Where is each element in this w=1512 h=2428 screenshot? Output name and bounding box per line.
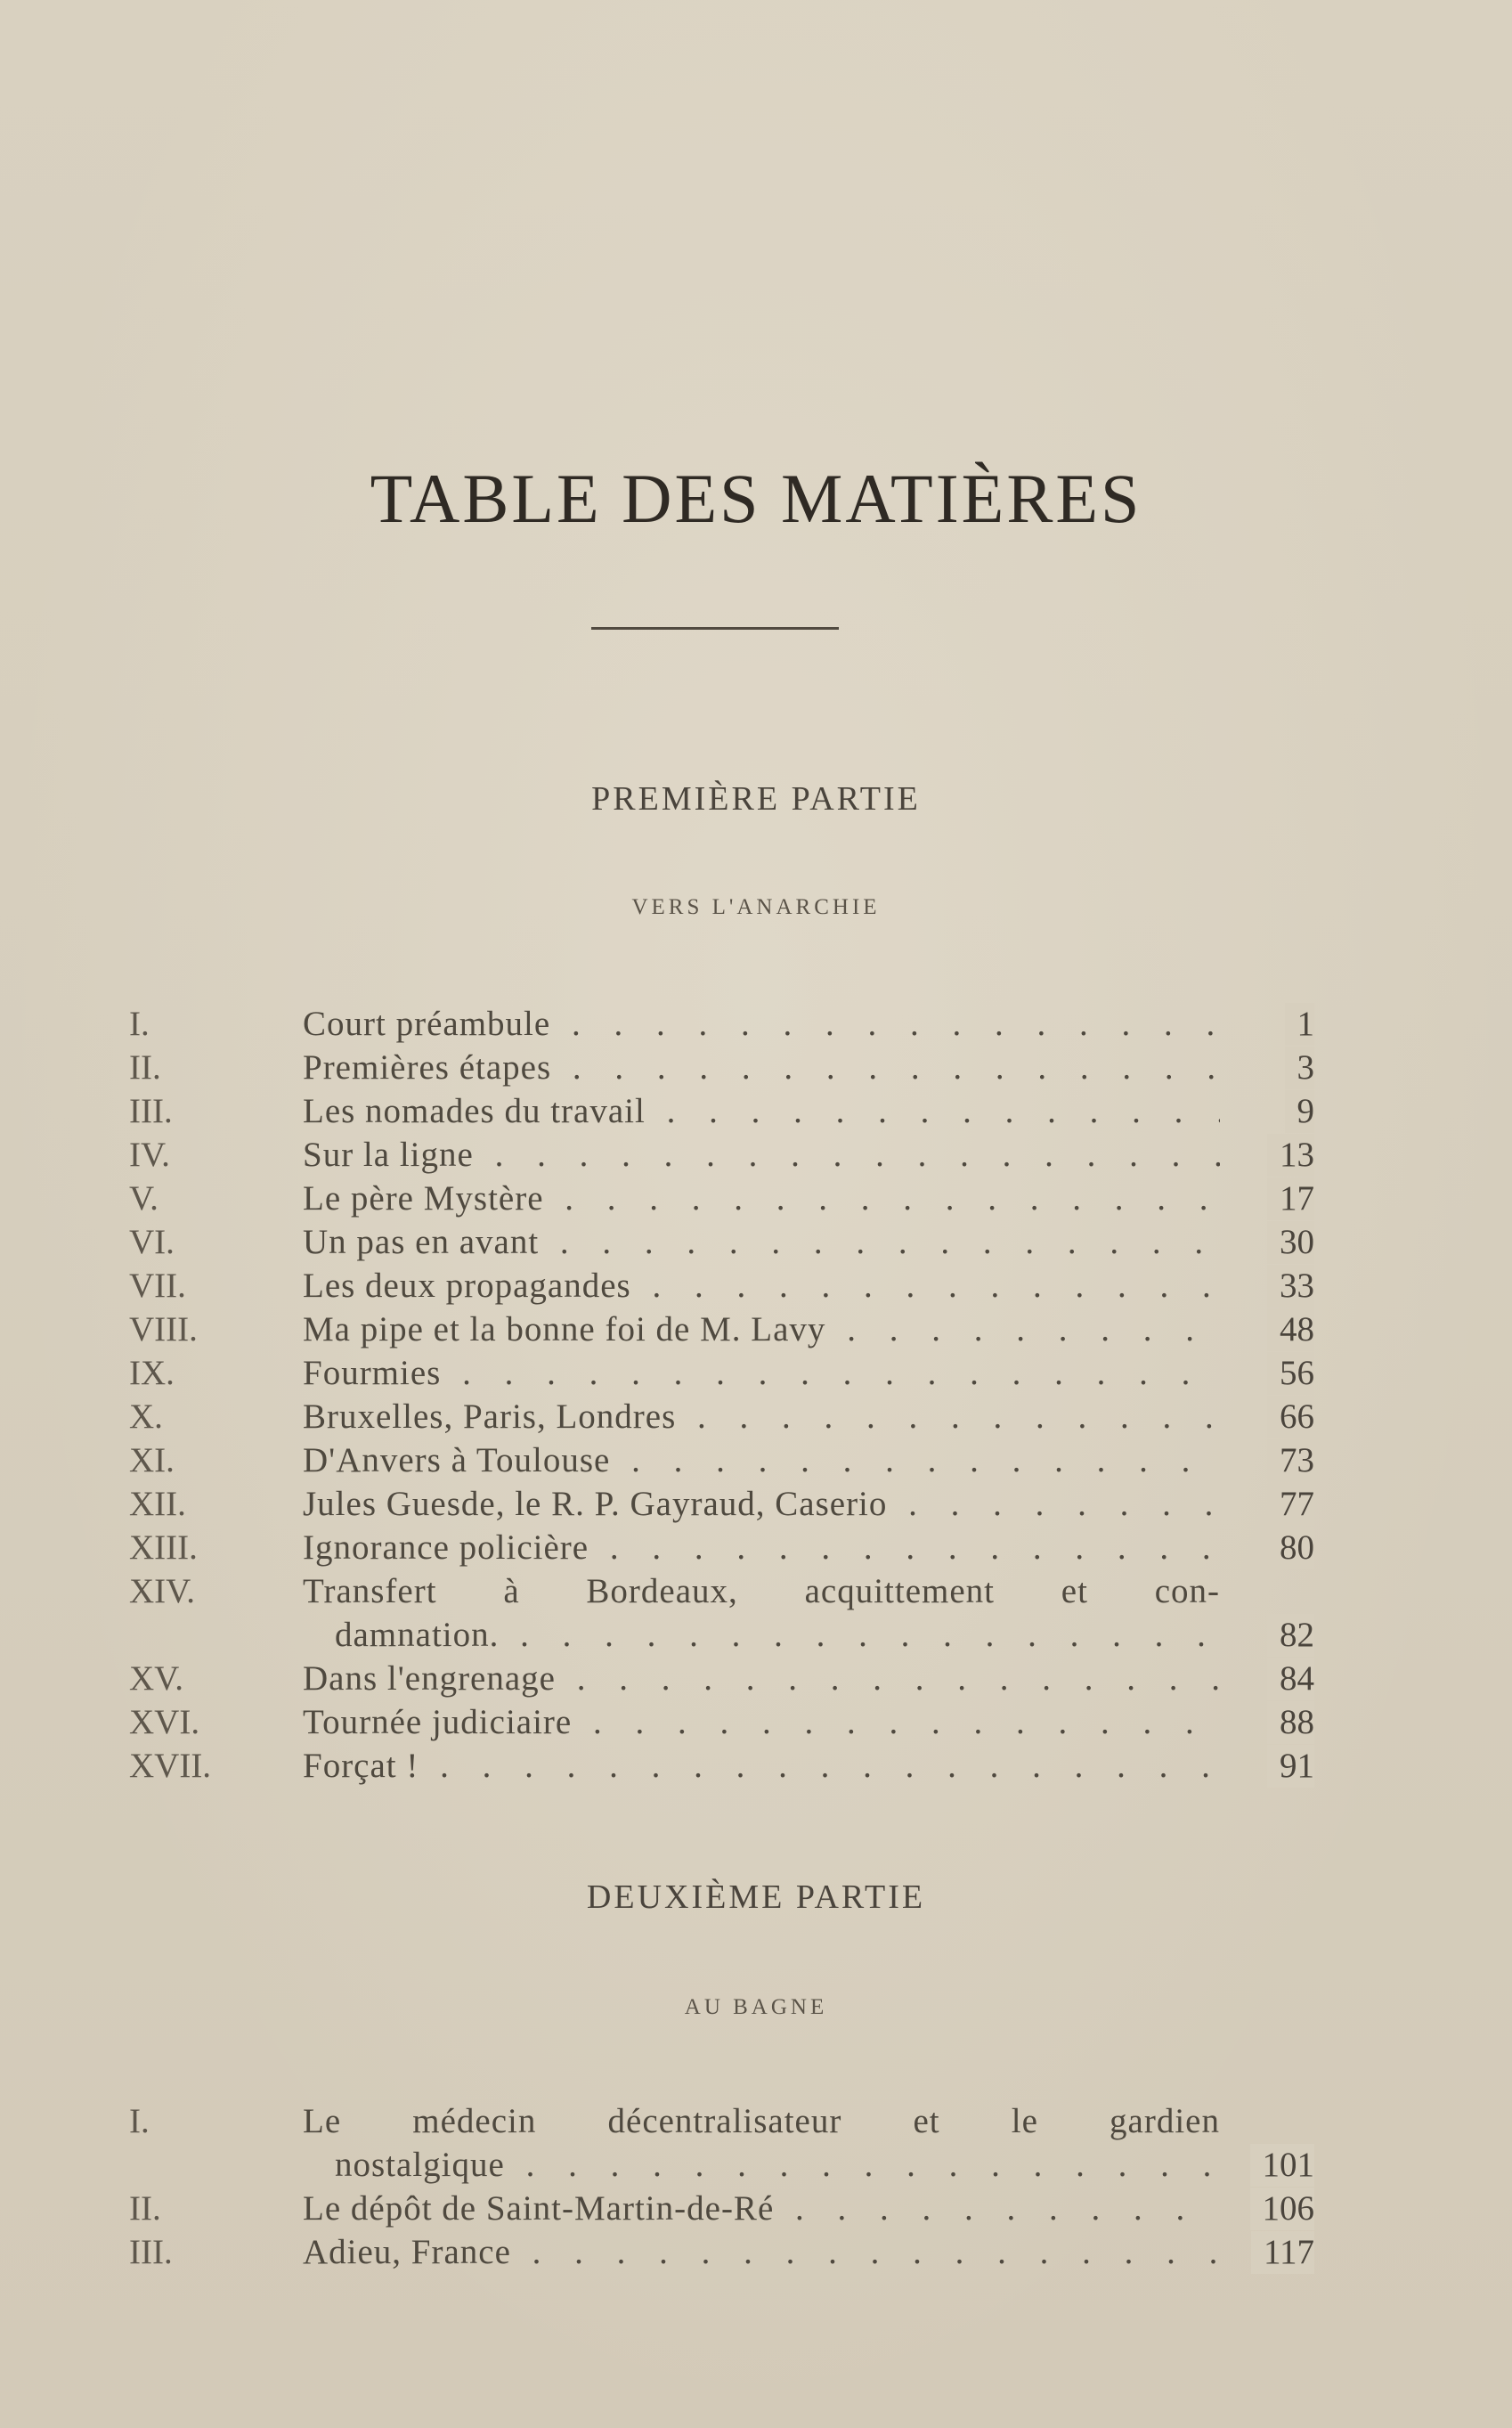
part-1-title: PREMIÈRE PARTIE	[591, 780, 921, 818]
toc-entry[interactable]	[0, 1527, 1512, 1569]
page-number: 13	[1267, 1134, 1314, 1177]
chapter-number: IX.	[129, 1354, 175, 1392]
chapter-title: Fourmies . . .	[303, 1352, 1220, 1395]
chapter-title: Ma pipe et la bonne foi de M. Lavy . . .	[303, 1308, 1220, 1351]
toc-entry[interactable]	[0, 1396, 1512, 1438]
chapter-number: XI.	[129, 1441, 175, 1479]
page-title: TABLE DES MATIÈRES	[370, 460, 1142, 537]
chapter-title: D'Anvers à Toulouse . . .	[303, 1439, 1220, 1482]
chapter-number: IV.	[129, 1136, 170, 1174]
page-number: 30	[1267, 1221, 1314, 1264]
chapter-title: Ignorance policière . . .	[303, 1527, 1220, 1569]
page-number: 73	[1267, 1439, 1314, 1482]
part-2-subtitle: AU BAGNE	[684, 1995, 828, 2019]
chapter-number: XII.	[129, 1485, 186, 1523]
toc-entry[interactable]	[0, 1658, 1512, 1700]
page-number: 9	[1285, 1090, 1315, 1133]
chapter-number: XIV.	[129, 1572, 196, 1610]
toc-entry[interactable]	[0, 2100, 1512, 2143]
chapter-title: Bruxelles, Paris, Londres . . .	[303, 1396, 1220, 1438]
chapter-number: XVII.	[129, 1747, 212, 1785]
page-number: 56	[1267, 1352, 1314, 1395]
toc-entry[interactable]	[0, 1003, 1512, 1046]
chapter-number: XIII.	[129, 1528, 198, 1567]
page-number: 48	[1267, 1308, 1314, 1351]
toc-entry[interactable]	[0, 2231, 1512, 2274]
chapter-number: I.	[129, 1005, 150, 1043]
toc-entry[interactable]	[0, 1352, 1512, 1395]
chapter-number: VII.	[129, 1267, 186, 1305]
chapter-number: III.	[129, 2233, 173, 2271]
page-number: 82	[1267, 1614, 1314, 1657]
part-1-subtitle: VERS L'ANARCHIE	[631, 895, 881, 919]
toc-entry[interactable]	[0, 1134, 1512, 1177]
page-number: 80	[1267, 1527, 1314, 1569]
page-number: 117	[1251, 2231, 1314, 2274]
chapter-title: Les deux propagandes . . .	[303, 1265, 1220, 1308]
page-number: 101	[1250, 2144, 1315, 2187]
page-number: 17	[1267, 1177, 1314, 1220]
chapter-title: Dans l'engrenage . . .	[303, 1658, 1220, 1700]
page-number: 77	[1267, 1483, 1314, 1526]
page-number: 1	[1285, 1003, 1315, 1046]
title-divider	[591, 627, 839, 630]
chapter-title: Adieu, France . . .	[303, 2231, 1220, 2274]
toc-entry-continuation[interactable]	[0, 1614, 1512, 1657]
toc-entry[interactable]	[0, 1483, 1512, 1526]
chapter-title: Les nomades du travail . . .	[303, 1090, 1220, 1133]
chapter-number: X.	[129, 1397, 163, 1436]
chapter-number: I.	[129, 2102, 150, 2140]
chapter-title: Un pas en avant . . .	[303, 1221, 1220, 1264]
toc-entry[interactable]	[0, 1745, 1512, 1788]
page-number: 91	[1267, 1745, 1314, 1788]
chapter-title: Sur la ligne . . .	[303, 1134, 1220, 1177]
chapter-title: Jules Guesde, le R. P. Gayraud, Caserio . . .	[303, 1483, 1220, 1526]
chapter-number: II.	[129, 2189, 161, 2228]
toc-entry[interactable]	[0, 1265, 1512, 1308]
toc-entry-continuation[interactable]	[0, 2144, 1512, 2187]
toc-entry[interactable]	[0, 2188, 1512, 2230]
chapter-title-continuation: nostalgique . . .	[335, 2144, 1220, 2187]
toc-entry[interactable]	[0, 1570, 1512, 1613]
chapter-title: Le dépôt de Saint-Martin-de-Ré . . .	[303, 2188, 1220, 2230]
page-number: 3	[1285, 1047, 1315, 1089]
toc-entry[interactable]	[0, 1308, 1512, 1351]
chapter-title: Tournée judiciaire . . .	[303, 1701, 1220, 1744]
chapter-title-continuation: damnation. . . .	[335, 1614, 1220, 1657]
chapter-number: V.	[129, 1179, 159, 1218]
chapter-number: II.	[129, 1048, 161, 1087]
page-number: 88	[1267, 1701, 1314, 1744]
chapter-number: III.	[129, 1092, 173, 1130]
chapter-title: Transfert à Bordeaux, acquittement et con-	[303, 1572, 1220, 1610]
chapter-number: VIII.	[129, 1310, 198, 1348]
toc-entry[interactable]	[0, 1439, 1512, 1482]
part-2-title: DEUXIÈME PARTIE	[586, 1878, 926, 1916]
toc-entry[interactable]	[0, 1701, 1512, 1744]
page-number: 66	[1267, 1396, 1314, 1438]
page-number: 84	[1267, 1658, 1314, 1700]
page-number: 33	[1267, 1265, 1314, 1308]
toc-entry[interactable]	[0, 1221, 1512, 1264]
chapter-number: VI.	[129, 1223, 175, 1261]
toc-entry[interactable]	[0, 1090, 1512, 1133]
page-number: 106	[1250, 2188, 1315, 2230]
chapter-title: Le médecin décentralisateur et le gardien	[303, 2102, 1220, 2140]
chapter-number: XVI.	[129, 1703, 200, 1741]
chapter-title: Le père Mystère . . .	[303, 1177, 1220, 1220]
toc-entry[interactable]	[0, 1047, 1512, 1089]
chapter-number: XV.	[129, 1659, 184, 1698]
toc-entry[interactable]	[0, 1177, 1512, 1220]
chapter-title: Court préambule . . .	[303, 1003, 1220, 1046]
chapter-title: Forçat ! . . .	[303, 1745, 1220, 1788]
chapter-title: Premières étapes . . .	[303, 1047, 1220, 1089]
